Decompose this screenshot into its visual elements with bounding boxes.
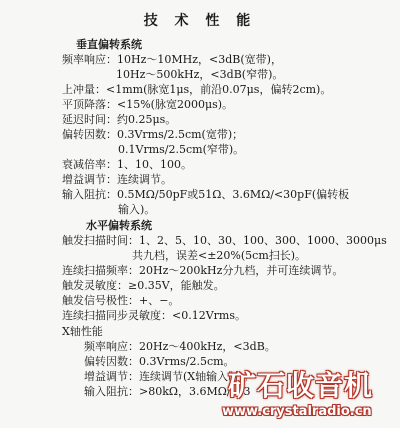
spec-line: 增益调节：连续调节。 bbox=[62, 173, 172, 186]
page-title: 技 术 性 能 bbox=[143, 13, 257, 29]
spec-line: 共九档，误差<±20%(5cm扫长)。 bbox=[132, 249, 307, 262]
spec-line: 平顶降落：<15%(脉宽2000μs)。 bbox=[62, 98, 234, 111]
spec-line: 连续扫描频率：20Hz～200kHz分九档，并可连续调节。 bbox=[62, 264, 344, 277]
spec-line: 衰减倍率：1、10、100。 bbox=[62, 158, 192, 171]
spec-line: 频率响应：10Hz～10MHz，<3dB(宽带)， bbox=[62, 53, 282, 66]
spec-line: 增益调节：连续调节(X轴输入时)。 bbox=[84, 370, 255, 383]
spec-line: 连续扫描同步灵敏度：<0.12Vrms。 bbox=[62, 309, 246, 322]
spec-line: 触发灵敏度：≥0.35V，能触发。 bbox=[62, 279, 225, 292]
spec-line: 偏转因数：0.3Vrms/2.5cm(宽带)； bbox=[62, 128, 244, 141]
spec-line: 延迟时间：约0.25μs。 bbox=[62, 113, 177, 126]
spec-line: 偏转因数：0.3Vrms/2.5cm。 bbox=[84, 355, 235, 368]
spec-line: 触发扫描时间：1、2、5、10、30、100、300、1000、3000μs bbox=[62, 234, 387, 247]
watermark-url: www.crystalradio.cn bbox=[222, 404, 372, 419]
section-heading-horizontal: 水平偏转系统 bbox=[86, 219, 152, 232]
spec-line: 0.1Vrms/2.5cm(窄带)。 bbox=[118, 143, 245, 156]
spec-line: 输入阻抗：0.5MΩ/50pF或51Ω、3.6MΩ/<30pF(偏转板 bbox=[62, 188, 350, 201]
spec-line: 频率响应：20Hz～400kHz，<3dB。 bbox=[84, 340, 276, 353]
spec-line: 输入阻抗：>80kΩ，3.6MΩ//<3 bbox=[84, 385, 251, 398]
spec-line: 10Hz～500kHz，<3dB(窄带)。 bbox=[116, 68, 284, 81]
section-heading-vertical: 垂直偏转系统 bbox=[76, 38, 142, 51]
spec-line: 触发信号极性：+、−。 bbox=[62, 294, 180, 307]
spec-line: 上冲量：<1mm(脉宽1μs，前沿0.07μs，偏转2cm)。 bbox=[62, 83, 332, 96]
spec-line: 输入)。 bbox=[118, 203, 156, 216]
section-heading-x-axis: X轴性能 bbox=[62, 325, 103, 338]
watermark-logo: 矿石收音机 bbox=[228, 369, 374, 402]
